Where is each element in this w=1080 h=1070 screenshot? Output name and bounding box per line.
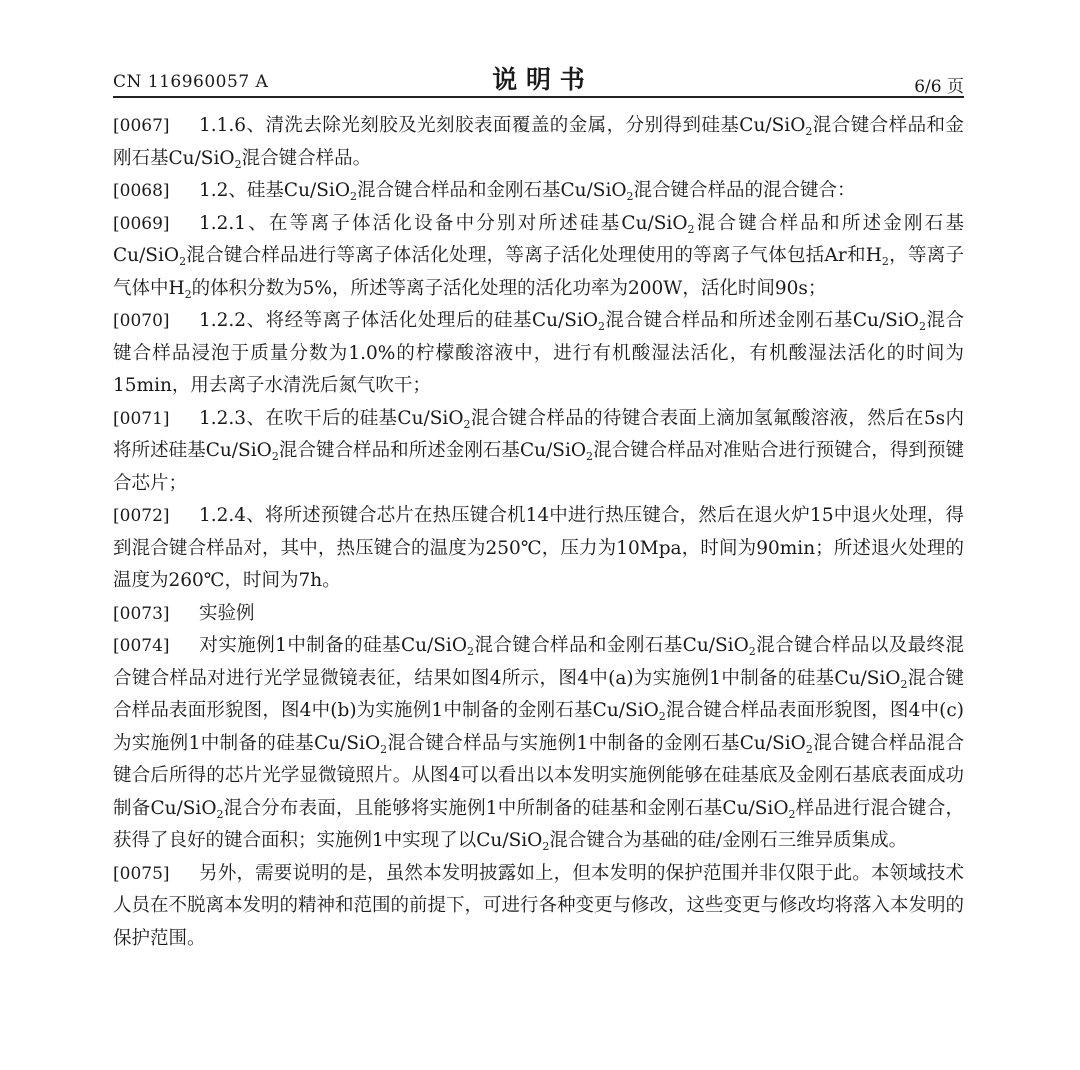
subscript: 2 [788,807,796,821]
paragraph-text: 混合键合样品和所述金刚石基Cu/SiO [605,310,919,331]
paragraph-text: 混合键合样品和所述金刚石基Cu/SiO [113,212,964,266]
paragraph-text: 样品进行混合键合，获得了良好的键合面积；实施例1中实现了以Cu/SiO [113,797,964,851]
description-body [113,110,964,955]
subscript: 2 [748,645,756,658]
subscript: 2 [805,125,813,138]
subscript: 2 [463,417,471,431]
subscript: 2 [687,222,695,236]
paragraph-text: ，等离子气体中H [113,245,964,299]
paragraph-number: [0072] [113,506,170,526]
paragraph-text: 1.2.3、在吹干后的硅基Cu/SiO [199,407,464,429]
subscript: 2 [805,742,813,756]
paragraph [113,403,964,501]
subscript: 2 [467,645,475,658]
paragraph-text: 混合分布表面，且能够将实施例1中所制备的硅基和金刚石基Cu/SiO [223,797,789,819]
paragraph-text: 混合键合样品的待键合表面上滴加氢氟酸溶液，然后在5s内将所述硅基Cu/SiO [113,407,964,461]
paragraph [113,598,964,631]
paragraph-number: [0067] [113,116,170,136]
paragraph-number: [0075] [113,863,170,884]
paragraph-text: 另外，需要说明的是，虽然本发明披露如上，但本发明的保护范围并非仅限于此。本领域技术人员在不脱离本发明的精神和范围的前提下，可进行各种变更与修改，这些变更与修改均将落入本发明的保护范围。 [113,862,965,949]
paragraph [113,630,964,858]
paragraph-text: 混合键合样品。 [241,147,372,169]
paragraph-text: 混合键合样品混合键合后所得的芯片光学显微镜照片。从图4可以看出以本发明实施例能够在硅基底及金刚石基底表面成功制备Cu/SiO [113,732,964,819]
paragraph-text: 1.2.1、在等离子体活化设备中分别对所述硅基Cu/SiO [199,212,688,234]
paragraph-text: 混合键合为基础的硅/金刚石三维异质集成。 [549,830,908,851]
page-indicator: 6/6 页 [914,77,964,97]
paragraph-text: 1.2、硅基Cu/SiO [199,180,350,201]
subscript: 2 [900,677,908,691]
paragraph-text: 混合键合样品与实施例1中制备的金刚石基Cu/SiO [387,732,806,754]
paragraph-text: 1.2.4、将所述预键合芯片在热压键合机14中进行热压键合，然后在退火炉15中退火处理，得到混合键合样品对，其中，热压键合的温度为250℃，压力为10Mpa，时间为90min；所述退火处理的温度为260℃，时间为7h。 [113,505,964,591]
paragraph-number: [0071] [113,408,170,429]
paragraph-text: 的体积分数为5%，所述等离子活化处理的活化功率为200W，活化时间90s； [191,277,827,299]
paragraph-number: [0069] [113,213,170,234]
paragraph-text: 1.1.6、清洗去除光刻胶及光刻胶表面覆盖的金属，分别得到硅基Cu/SiO [199,115,806,136]
subscript: 2 [380,742,388,756]
paragraph-text: 混合键合样品进行等离子体活化处理，等离子活化处理使用的等离子气体包括Ar和H [186,245,882,266]
subscript: 2 [658,710,666,723]
paragraph-text: 混合键合样品浸泡于质量分数为1.0%的柠檬酸溶液中，进行有机酸湿法活化，有机酸湿法活化的时间为15min，用去离子水清洗后氮气吹干； [113,310,964,396]
paragraph [113,175,964,208]
page-header [113,60,964,98]
paragraph-text: 混合键合样品表面形貌图，图4中(c)为实施例1中制备的硅基Cu/SiO [113,700,964,754]
paragraph-text: 混合键合样品以及最终混合键合样品对进行光学显微镜表征，结果如图4所示，图4中(a)为实施例1中制备的硅基Cu/SiO [113,635,964,689]
subscript: 2 [586,450,594,463]
paragraph [113,208,964,306]
page-title: 说 明 书 [492,65,585,94]
subscript: 2 [234,157,242,171]
subscript: 2 [881,255,889,268]
subscript: 2 [216,807,224,821]
document-number: CN 116960057 A [113,72,269,92]
paragraph [113,858,964,956]
paragraph-text: 实验例 [199,602,255,624]
subscript: 2 [626,190,634,203]
paragraph-text: 混合键合样品的混合键合： [633,180,856,201]
paragraph-number: [0074] [113,636,170,656]
subscript: 2 [179,255,187,268]
paragraph-text: 混合键合样品和金刚石基Cu/SiO [113,115,964,169]
paragraph-number: [0070] [113,311,170,331]
paragraph-text: 1.2.2、将经等离子体活化处理后的硅基Cu/SiO [199,310,599,331]
paragraph-number: [0068] [113,181,170,201]
subscript: 2 [918,320,926,333]
paragraph-text: 混合键合样品和金刚石基Cu/SiO [474,635,749,656]
paragraph-text: 对实施例1中制备的硅基Cu/SiO [199,635,468,656]
paragraph [113,110,964,175]
paragraph-text: 混合键合样品和所述金刚石基Cu/SiO [278,440,587,461]
paragraph-text: 混合键合样品和金刚石基Cu/SiO [356,180,627,201]
paragraph-text: 混合键合样品表面形貌图，图4中(b)为实施例1中制备的金刚石基Cu/SiO [113,667,964,721]
subscript: 2 [271,450,279,463]
paragraph [113,305,964,403]
paragraph-number: [0073] [113,603,170,624]
subscript: 2 [598,320,606,333]
subscript: 2 [349,190,357,203]
paragraph [113,500,964,598]
subscript: 2 [542,840,550,853]
paragraph-text: 混合键合样品对准贴合进行预键合，得到预键合芯片； [113,440,965,494]
subscript: 2 [184,287,192,301]
